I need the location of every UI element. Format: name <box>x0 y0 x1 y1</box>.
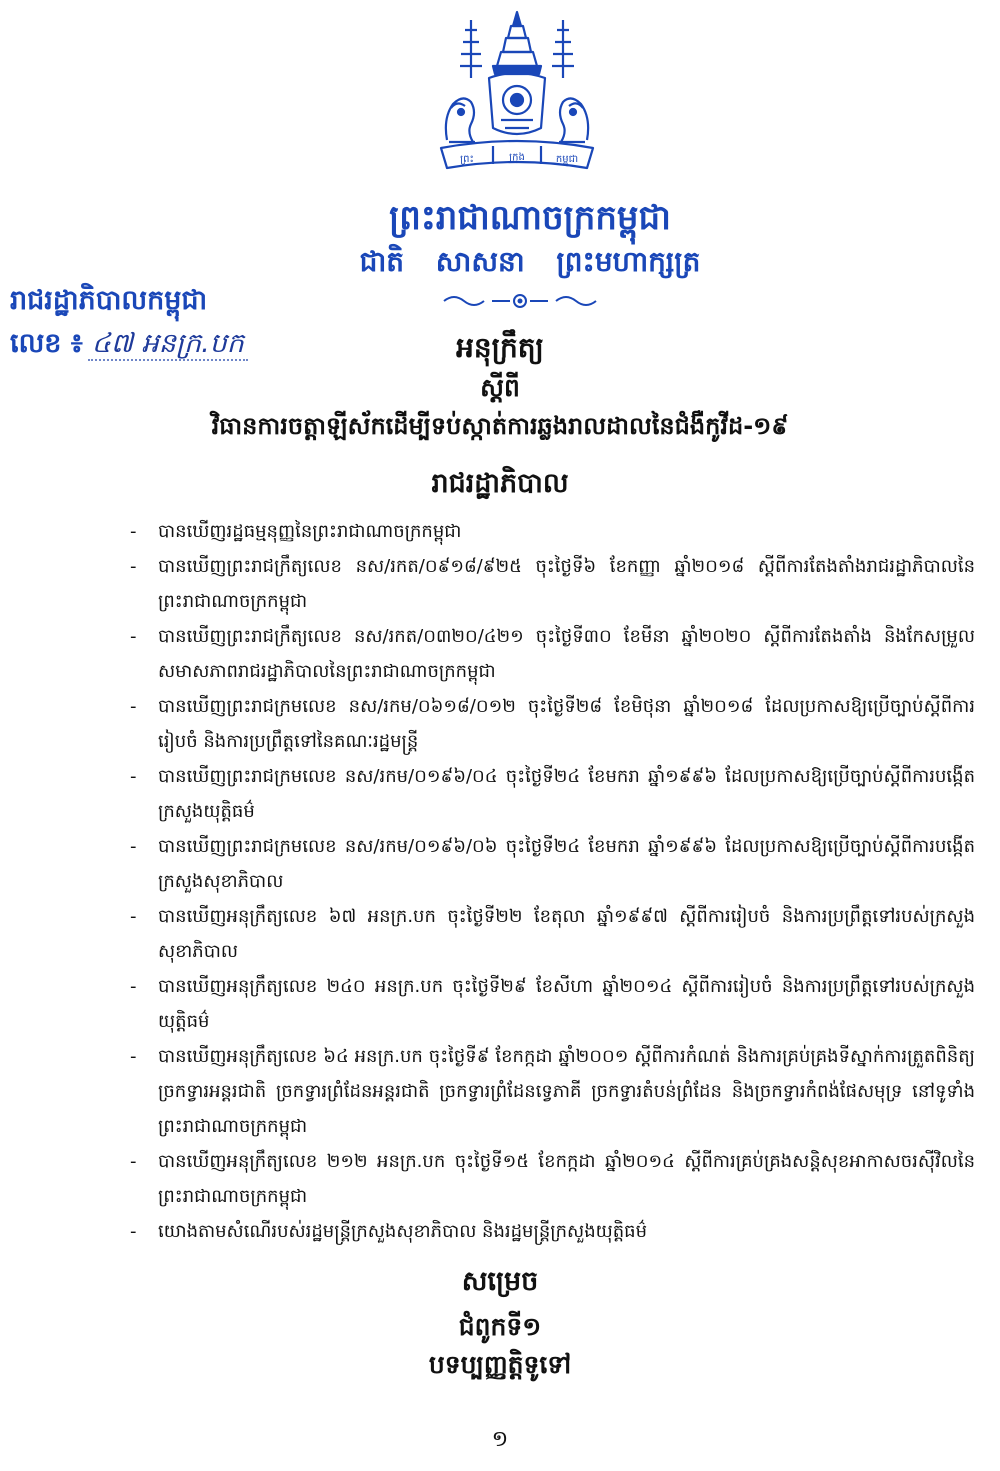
whereas-item <box>130 514 975 549</box>
number-label: លេខ ៖ <box>10 328 83 359</box>
whereas-item <box>130 829 975 899</box>
kingdom-heading: ព្រះរាជាណាចក្រកម្ពុជា <box>389 198 671 238</box>
royal-seal-icon <box>427 8 607 184</box>
whereas-item <box>130 1039 975 1144</box>
list-bullet: - <box>130 696 137 717</box>
whereas-item <box>130 899 975 969</box>
page-number: ១ <box>491 1427 509 1452</box>
whereas-text: បានឃើញព្រះរាជក្រមលេខ នស/រកម/០១៩៦/០៤ ចុះថ្ងៃទី២៤ ខែមករា ឆ្នាំ១៩៩៦ ដែលប្រកាសឱ្យប្រើច្បាប់ស្ដីពីការបង្កើតក្រសួងយុត្តិធម៌ <box>158 766 975 822</box>
whereas-text: បានឃើញអនុក្រឹត្យលេខ ៦៤ អនក្រ.បក ចុះថ្ងៃទី៩ ខែកក្កដា ឆ្នាំ២០០១ ស្ដីពីការកំណត់ និងការគ្រប់គ្រងទីស្នាក់ការត្រួតពិនិត្យច្រកទ្វារអន្តរជាតិ ច្រកទ្វារព្រំដែនអន្តរជាតិ ច្រកទ្វារព្រំដែនទ្វេភាគី ច្រកទ្វារតំបន់ព្រំដែន និងច្រកទ្វារកំពង់ផែសមុទ្រ នៅទូទាំងព្រះរាជាណាចក្រកម្ពុជា <box>158 1046 975 1137</box>
whereas-text: បានឃើញព្រះរាជក្រមលេខ នស/រកម/០៦១៨/០១២ ចុះថ្ងៃទី២៨ ខែមិថុនា ឆ្នាំ២០១៨ ដែលប្រកាសឱ្យប្រើច្បាប់ស្ដីពីការរៀបចំ និងការប្រព្រឹត្តទៅនៃគណៈរដ្ឋមន្ត្រី <box>158 696 975 752</box>
whereas-text: បានឃើញព្រះរាជក្រមលេខ នស/រកម/០១៩៦/០៦ ចុះថ្ងៃទី២៤ ខែមករា ឆ្នាំ១៩៩៦ ដែលប្រកាសឱ្យប្រើច្បាប់ស្ដីពីការបង្កើតក្រសួងសុខាភិបាល <box>158 836 975 892</box>
list-bullet: - <box>130 1046 137 1067</box>
whereas-item <box>130 549 975 619</box>
whereas-list <box>130 514 975 1249</box>
whereas-item <box>130 969 975 1039</box>
whereas-text: បានឃើញព្រះរាជក្រឹត្យលេខ នស/រកត/០៩១៨/៩២៥ ចុះថ្ងៃទី៦ ខែកញ្ញា ឆ្នាំ២០១៨ ស្ដីពីការតែងតាំងរាជរដ្ឋាភិបាលនៃព្រះរាជាណាចក្រកម្ពុជា <box>158 556 975 612</box>
whereas-item <box>130 1144 975 1214</box>
whereas-text: យោងតាមសំណើរបស់រដ្ឋមន្ត្រីក្រសួងសុខាភិបាល និងរដ្ឋមន្ត្រីក្រសួងយុត្តិធម៌ <box>158 1221 648 1242</box>
seal-text-center: ក្រុង <box>509 152 525 163</box>
about-label: ស្ដីពី <box>480 373 520 402</box>
list-bullet: - <box>130 976 137 997</box>
whereas-text: បានឃើញរដ្ឋធម្មនុញ្ញនៃព្រះរាជាណាចក្រកម្ពុជា <box>158 521 462 542</box>
whereas-item <box>130 619 975 689</box>
decision-heading: សម្រេច <box>461 1266 539 1297</box>
seal-text-right: កម្ពុជា <box>555 154 579 165</box>
list-bullet: - <box>130 521 137 542</box>
whereas-item <box>130 759 975 829</box>
document-type-heading: អនុក្រឹត្យ <box>456 331 544 364</box>
seal-text-left: ព្រះ <box>460 154 474 165</box>
list-bullet: - <box>130 626 137 647</box>
chapter-number: ជំពូកទី១ <box>458 1312 542 1341</box>
chapter-title: បទប្បញ្ញត្តិទូទៅ <box>428 1350 572 1379</box>
list-bullet: - <box>130 836 137 857</box>
number-value: ៤៧ អនក្រ.បក <box>88 328 248 361</box>
document-subject: វិធានការចត្តាឡីស័កដើម្បីទប់ស្កាត់ការឆ្លងរាលដាលនៃជំងឺកូវីដ-១៩ <box>211 412 789 440</box>
national-motto: ជាតិ សាសនា ព្រះមហាក្សត្រ <box>359 245 701 278</box>
decorative-divider-icon <box>440 290 600 312</box>
whereas-text: បានឃើញព្រះរាជក្រឹត្យលេខ នស/រកត/០៣២០/៤២១ ចុះថ្ងៃទី៣០ ខែមីនា ឆ្នាំ២០២០ ស្ដីពីការតែងតាំង និងកែសម្រួលសមាសភាពរាជរដ្ឋាភិបាលនៃព្រះរាជាណាចក្រកម្ពុជា <box>158 626 975 682</box>
whereas-text: បានឃើញអនុក្រឹត្យលេខ ២១២ អនក្រ.បក ចុះថ្ងៃទី១៥ ខែកក្កដា ឆ្នាំ២០១៤ ស្ដីពីការគ្រប់គ្រងសន្តិសុខអាកាសចរស៊ីវិលនៃព្រះរាជាណាចក្រកម្ពុជា <box>158 1151 975 1207</box>
government-label: រាជរដ្ឋាភិបាលកម្ពុជា <box>10 285 208 316</box>
list-bullet: - <box>130 556 137 577</box>
list-bullet: - <box>130 1151 137 1172</box>
list-bullet: - <box>130 906 137 927</box>
whereas-item <box>130 689 975 759</box>
list-bullet: - <box>130 766 137 787</box>
whereas-text: បានឃើញអនុក្រឹត្យលេខ ៦៧ អនក្រ.បក ចុះថ្ងៃទី២២ ខែតុលា ឆ្នាំ១៩៩៧ ស្ដីពីការរៀបចំ និងការប្រព្រឹត្តទៅរបស់ក្រសួងសុខាភិបាល <box>158 906 975 962</box>
whereas-text: បានឃើញអនុក្រឹត្យលេខ ២៤០ អនក្រ.បក ចុះថ្ងៃទី២៩ ខែសីហា ឆ្នាំ២០១៤ ស្ដីពីការរៀបចំ និងការប្រព្រឹត្តទៅរបស់ក្រសួងយុត្តិធម៌ <box>158 976 975 1032</box>
whereas-item <box>130 1214 975 1249</box>
list-bullet: - <box>130 1221 137 1242</box>
issuer-heading: រាជរដ្ឋាភិបាល <box>431 468 569 499</box>
